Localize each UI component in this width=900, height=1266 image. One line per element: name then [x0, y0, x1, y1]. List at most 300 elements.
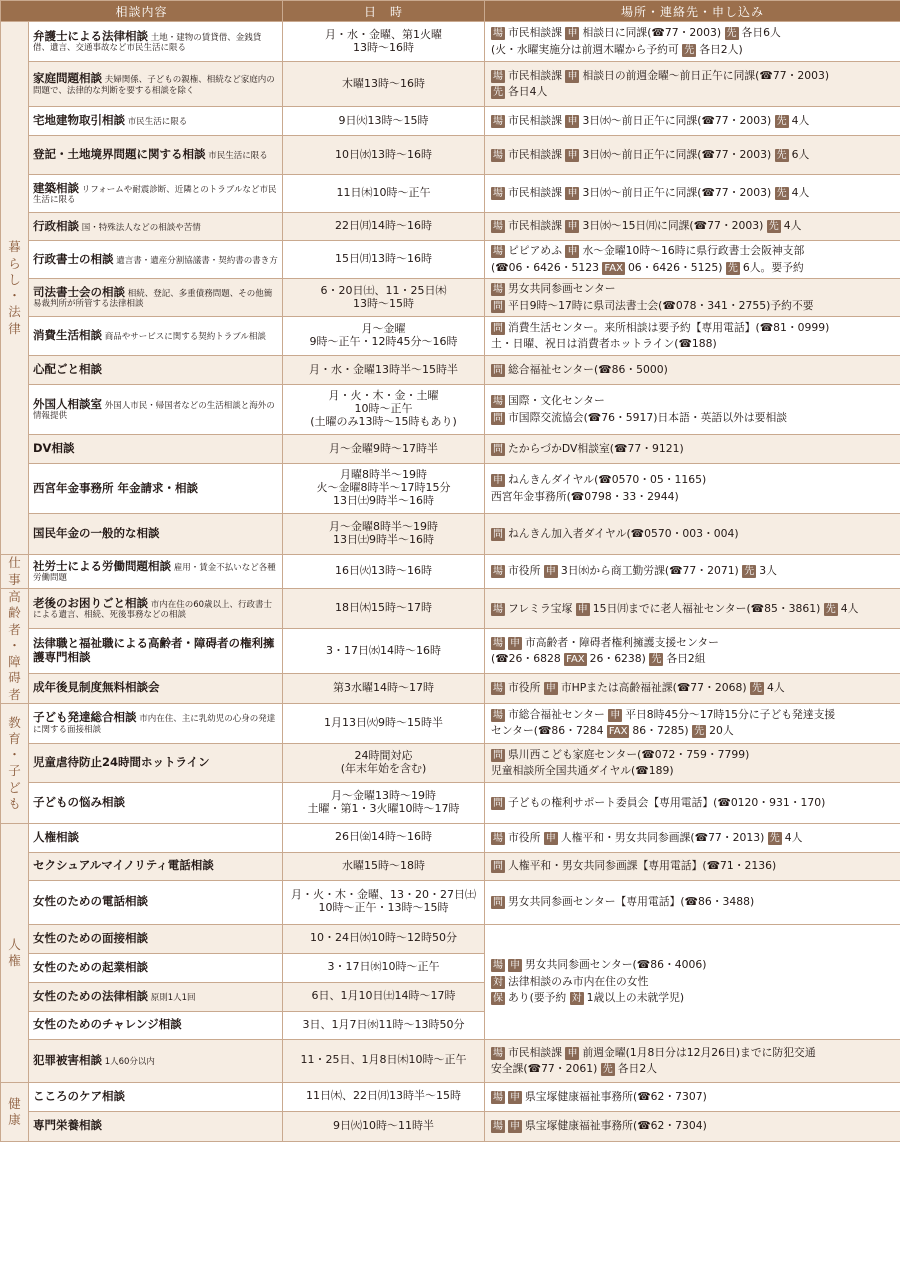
first-come-mark: 先 [776, 188, 787, 200]
consultation-title: 西宮年金事務所 年金請求・相談 [33, 480, 199, 495]
place-line [491, 320, 894, 336]
datetime-line: 26日㈮14時〜16時 [335, 830, 433, 844]
consultation-name-cell [29, 22, 283, 62]
place-mark: 場 [493, 1047, 504, 1059]
place-text: 市民相談課 [508, 219, 566, 233]
consultation-name-cell [29, 1039, 283, 1082]
consultation-name-cell [29, 924, 283, 953]
place-mark: 場 [493, 1091, 504, 1103]
place-text: 市役所 [508, 564, 544, 578]
place-text: ねんきんダイヤル(☎0570・05・1165) [508, 473, 707, 487]
place-text: 総合福祉センター(☎86・5000) [508, 362, 668, 376]
consultation-title: 人権相談 [33, 829, 79, 844]
consultation-name-cell [29, 175, 283, 213]
place-text: 3日㈬〜15日㈪に同課(☎77・2003) [582, 219, 767, 233]
category-char: 教 [8, 714, 21, 730]
apply-mark: 申 [510, 1091, 521, 1103]
datetime-cell [283, 356, 485, 385]
consultation-title: 司法書士会の相談 [33, 284, 125, 299]
table-row [1, 703, 900, 743]
datetime-cell [283, 555, 485, 589]
fax-mark: FAX [566, 654, 585, 666]
consultation-description: 国・特殊法人などの相談や苦情 [81, 222, 201, 233]
place-text: 水〜金曜10時〜16時に県行政書士会阪神支部 [582, 244, 805, 258]
apply-mark: 申 [567, 70, 578, 82]
first-come-mark: 先 [694, 726, 705, 738]
fax-mark: FAX [604, 262, 623, 274]
consultation-title: 子ども発達総合相談 [33, 710, 137, 725]
category-char: 仕 [8, 555, 21, 571]
place-line [491, 680, 894, 696]
place-text: 平日8時45分〜17時15分に子ども発達支援 [625, 708, 836, 722]
datetime-cell [283, 385, 485, 435]
place-contact-cell [485, 924, 900, 1039]
place-line [491, 441, 894, 457]
category-char: 子 [8, 763, 21, 779]
place-text: 市民相談課 [508, 113, 566, 127]
inquiry-mark: 問 [493, 797, 504, 809]
table-row [1, 673, 900, 703]
datetime-line: 木曜13時〜16時 [342, 76, 426, 90]
apply-mark: 申 [567, 115, 578, 127]
datetime-cell [283, 22, 485, 62]
datetime-cell [283, 241, 485, 279]
place-text: 西宮年金事務所(☎0798・33・2944) [491, 489, 679, 503]
place-line [491, 410, 894, 426]
category-char: ど [8, 779, 21, 795]
place-text: 相談日の前週金曜〜前日正午に同課(☎77・2003) [582, 68, 830, 82]
consultation-name-cell [29, 62, 283, 107]
consultation-name-cell [29, 880, 283, 924]
consultation-description: 市民生活に限る [127, 117, 188, 128]
datetime-line: 9日㈫10時〜11時半 [333, 1118, 435, 1132]
place-contact-cell [485, 356, 900, 385]
consultation-name-cell [29, 213, 283, 241]
first-come-mark: 先 [727, 262, 738, 274]
consultation-name-cell [29, 1082, 283, 1111]
place-text: 国際・文化センター [508, 394, 605, 408]
place-text: 3日㈬〜前日正午に同課(☎77・2003) [582, 147, 775, 161]
consultation-title: 老後のお困りごと相談 [33, 595, 148, 610]
datetime-line: 11日㈭、22日㈪13時半〜15時 [306, 1089, 462, 1103]
datetime-line: 3・17日㈬14時〜16時 [326, 643, 442, 657]
place-contact-cell [485, 279, 900, 317]
datetime-line: 10・24日㈬10時〜12時50分 [310, 931, 458, 945]
target-mark: 対 [571, 992, 582, 1004]
place-text: (☎26・6828 [491, 652, 565, 666]
place-line [491, 489, 894, 505]
category-cell [1, 703, 29, 823]
place-text: 26・6238) [589, 652, 650, 666]
place-line [491, 147, 894, 163]
datetime-cell [283, 279, 485, 317]
table-row [1, 435, 900, 464]
consultation-name-cell [29, 743, 283, 782]
datetime-cell [283, 629, 485, 673]
datetime-line: 9日㈫13時〜15時 [338, 113, 429, 127]
place-text: 市民相談課 [508, 68, 566, 82]
datetime-line: 10時〜正午 [354, 402, 413, 416]
category-char: 高 [8, 589, 21, 604]
first-come-mark: 先 [768, 221, 779, 233]
place-line [491, 635, 894, 651]
datetime-line: 13日㈯9時半〜16時 [333, 493, 435, 507]
consultation-name-cell [29, 782, 283, 823]
place-text: 市民相談課 [508, 147, 566, 161]
table-row [1, 385, 900, 435]
datetime-line: 3・17日㈬10時〜正午 [327, 960, 440, 974]
place-contact-cell [485, 241, 900, 279]
category-char: 者 [8, 686, 21, 702]
place-contact-cell [485, 589, 900, 629]
table-row [1, 1111, 900, 1141]
datetime-cell [283, 823, 485, 852]
place-text: センター(☎86・7284 [491, 724, 607, 738]
datetime-cell [283, 62, 485, 107]
place-contact-cell [485, 22, 900, 62]
category-cell [1, 22, 29, 555]
table-row [1, 22, 900, 62]
datetime-line: 24時間対応 [354, 748, 413, 762]
datetime-cell [283, 464, 485, 514]
consultation-name-cell [29, 1111, 283, 1141]
first-come-mark: 先 [776, 115, 787, 127]
place-text: 安全課(☎77・2061) [491, 1061, 601, 1075]
place-mark: 場 [493, 960, 504, 972]
place-contact-cell [485, 782, 900, 823]
apply-mark: 申 [567, 246, 578, 258]
apply-mark: 申 [577, 603, 588, 615]
category-char: 齢 [8, 605, 21, 621]
place-mark: 場 [493, 115, 504, 127]
table-row [1, 175, 900, 213]
apply-mark: 申 [567, 28, 578, 40]
category-char: 権 [8, 952, 21, 968]
table-row [1, 136, 900, 175]
datetime-cell [283, 743, 485, 782]
consultation-title: 登記・土地境界問題に関する相談 [33, 147, 206, 162]
datetime-line: 月〜金曜13時〜19時 [331, 788, 437, 802]
place-text: ねんきん加入者ダイヤル(☎0570・003・004) [508, 526, 739, 540]
place-text: フレミラ宝塚 [508, 601, 576, 615]
table-row [1, 62, 900, 107]
first-come-mark: 先 [776, 149, 787, 161]
datetime-line: 13日㈯9時半〜16時 [333, 533, 435, 546]
table-row [1, 823, 900, 852]
datetime-line: 6日、1月10日㈯14時〜17時 [311, 989, 456, 1003]
consultation-description: 遺言書・遺産分割協議書・契約書の書き方 [116, 255, 278, 266]
consultation-title: 女性のための法律相談 [33, 988, 148, 1003]
place-text: 6人 [791, 147, 810, 161]
place-line [491, 260, 894, 276]
place-line [491, 601, 894, 617]
place-text: 4人 [791, 113, 810, 127]
category-char: 康 [8, 1111, 21, 1127]
table-row [1, 107, 900, 136]
category-char: 碍 [8, 670, 21, 686]
consultation-title: 犯罪被害相談 [33, 1052, 102, 1067]
consultation-name-cell [29, 673, 283, 703]
consultation-title: 女性のための電話相談 [33, 894, 148, 909]
place-text: 4人 [766, 681, 785, 695]
consultation-description: 市内在住、主に乳幼児の心身の発達に関する面接相談 [33, 714, 276, 736]
datetime-cell [283, 1011, 485, 1039]
place-text: 市国際交流協会(☎76・5917)日本語・英語以外は要相談 [508, 410, 788, 424]
place-text: 86・7285) [632, 724, 693, 738]
place-line [491, 1061, 894, 1077]
place-contact-cell [485, 435, 900, 464]
place-text: 各日6人 [741, 26, 781, 40]
category-char: 律 [8, 320, 21, 336]
consultation-name-cell [29, 982, 283, 1011]
consultation-name-cell [29, 241, 283, 279]
table-row [1, 743, 900, 782]
place-contact-cell [485, 852, 900, 880]
place-text: 3日㈬から商工勤労課(☎77・2071) [560, 564, 743, 578]
place-mark: 場 [493, 683, 504, 695]
datetime-line: 月・水・金曜、第1火曜 [325, 27, 443, 41]
place-text: 前週金曜(1月8日分は12月26日)までに防犯交通 [582, 1045, 816, 1059]
datetime-cell [283, 175, 485, 213]
place-line [491, 281, 894, 297]
datetime-line: 月・火・木・金・土曜 [328, 389, 439, 403]
place-contact-cell [485, 823, 900, 852]
place-line [491, 563, 894, 579]
consultation-title: 社労士による労働問題相談 [33, 558, 171, 573]
datetime-cell [283, 317, 485, 356]
datetime-cell [283, 880, 485, 924]
place-text: 子どもの権利サポート委員会【専用電話】(☎0120・931・170) [508, 795, 826, 809]
place-line [491, 68, 894, 84]
place-mark: 場 [493, 566, 504, 578]
consultation-name-cell [29, 136, 283, 175]
place-text: ピピアめふ [508, 244, 566, 258]
place-text: 4人 [791, 186, 810, 200]
place-contact-cell [485, 464, 900, 514]
category-char: ・ [8, 288, 21, 303]
consultation-title: 心配ごと相談 [33, 362, 102, 377]
datetime-cell [283, 107, 485, 136]
place-contact-cell [485, 673, 900, 703]
consultation-name-cell [29, 356, 283, 385]
apply-mark: 申 [567, 221, 578, 233]
place-contact-cell [485, 62, 900, 107]
place-contact-cell [485, 107, 900, 136]
consultation-name-cell [29, 953, 283, 982]
datetime-cell [283, 213, 485, 241]
place-text: 市民相談課 [508, 1045, 566, 1059]
table-row [1, 852, 900, 880]
first-come-mark: 先 [651, 654, 662, 666]
place-text: 平日9時〜17時に県司法書士会(☎078・341・2755)予約不要 [508, 298, 814, 312]
consultation-title: 弁護士による法律相談 [33, 28, 148, 43]
consultation-name-cell [29, 279, 283, 317]
place-text: 市高齢者・障碍者権利擁護支援センター [525, 635, 719, 649]
place-mark: 場 [493, 396, 504, 408]
apply-mark: 申 [510, 637, 521, 649]
consultation-description: 1人60分以内 [104, 1056, 155, 1067]
place-line [491, 526, 894, 542]
datetime-cell [283, 852, 485, 880]
place-line [491, 362, 894, 378]
datetime-line: 16日㈫13時〜16時 [335, 564, 433, 578]
consultation-name-cell [29, 435, 283, 464]
place-text: 各日2人 [617, 1061, 657, 1075]
consultation-title: 法律職と福祉職による高齢者・障碍者の権利擁護専門相談 [33, 636, 275, 665]
inquiry-mark: 問 [493, 412, 504, 424]
table-row [1, 555, 900, 589]
place-line [491, 42, 894, 58]
place-line [491, 723, 894, 739]
place-contact-cell [485, 136, 900, 175]
place-line [491, 830, 894, 846]
place-line [491, 1089, 894, 1105]
place-contact-cell [485, 629, 900, 673]
place-contact-cell [485, 743, 900, 782]
category-char: 法 [8, 304, 21, 320]
consultation-title: DV相談 [33, 441, 75, 456]
place-text: 男女共同参画センター [508, 282, 616, 296]
consultation-name-cell [29, 589, 283, 629]
datetime-line: 水曜15時〜18時 [342, 858, 426, 872]
consultation-title: 宅地建物取引相談 [33, 113, 125, 128]
place-line [491, 25, 894, 41]
place-line [491, 218, 894, 234]
place-text: 各日4人 [508, 85, 548, 98]
table-row [1, 464, 900, 514]
place-line [491, 243, 894, 259]
inquiry-mark: 問 [493, 528, 504, 540]
table-row [1, 1039, 900, 1082]
fax-mark: FAX [608, 726, 628, 738]
consultation-title: セクシュアルマイノリティ電話相談 [33, 858, 214, 873]
datetime-cell [283, 589, 485, 629]
table-row [1, 1082, 900, 1111]
datetime-line: 月・火・木・金曜、13・20・27日㈯ [291, 888, 477, 902]
table-row [1, 241, 900, 279]
apply-mark: 申 [567, 188, 578, 200]
datetime-cell [283, 982, 485, 1011]
place-text: 県宝塚健康福祉事務所(☎62・7307) [525, 1089, 707, 1103]
category-cell [1, 589, 29, 704]
place-text: たからづかDV相談室(☎77・9121) [508, 441, 684, 455]
apply-mark: 申 [493, 475, 504, 487]
place-text: 4人 [783, 219, 802, 233]
inquiry-mark: 問 [493, 322, 504, 334]
datetime-cell [283, 1111, 485, 1141]
place-mark: 場 [493, 28, 504, 40]
place-mark: 場 [493, 284, 504, 296]
first-come-mark: 先 [493, 87, 504, 98]
place-text: 土・日曜、祝日は消費者ホットライン(☎188) [491, 337, 717, 350]
datetime-line: 月〜金曜 [361, 322, 406, 336]
datetime-line: 土曜・第1・3火曜10時〜17時 [307, 801, 460, 815]
datetime-line: 9時〜正午・12時45分〜16時 [309, 335, 458, 348]
category-char: ・ [8, 637, 21, 653]
first-come-mark: 先 [751, 683, 762, 695]
place-text: 06・6426・5125) [627, 260, 726, 274]
category-char: ・ [8, 747, 21, 762]
datetime-line: 11日㈭10時〜正午 [336, 186, 431, 200]
table-row [1, 629, 900, 673]
datetime-cell [283, 953, 485, 982]
place-line [491, 393, 894, 409]
consultation-title: 専門栄養相談 [33, 1118, 102, 1133]
childcare-mark: 保 [493, 992, 504, 1004]
apply-mark: 申 [510, 960, 521, 972]
datetime-line: 13時〜16時 [353, 40, 415, 54]
table-row [1, 782, 900, 823]
first-come-mark: 先 [602, 1063, 613, 1075]
place-text: (火・水曜実施分は前週木曜から予約可 [491, 42, 683, 56]
category-char: 人 [8, 936, 21, 952]
place-text: 各日2組 [666, 652, 706, 666]
place-text: 6人。要予約 [742, 260, 804, 274]
consultation-title: 行政書士の相談 [33, 251, 114, 266]
place-text: 県宝塚健康福祉事務所(☎62・7304) [525, 1119, 707, 1133]
place-line [491, 747, 894, 763]
place-mark: 場 [493, 637, 504, 649]
inquiry-mark: 問 [493, 443, 504, 455]
datetime-line: (土曜のみ13時〜15時もあり) [310, 414, 457, 428]
place-contact-cell [485, 1111, 900, 1141]
consultation-description: リフォームや耐震診断、近隣とのトラブルなど市民生活に限る [33, 184, 277, 206]
table-row [1, 279, 900, 317]
place-line [491, 858, 894, 874]
place-line [491, 707, 894, 723]
apply-mark: 申 [610, 710, 621, 722]
datetime-line: 1月13日㈫9時〜15時半 [324, 715, 444, 729]
place-text: 市民相談課 [508, 26, 566, 40]
place-contact-cell [485, 317, 900, 356]
inquiry-mark: 問 [493, 749, 504, 761]
consultation-description: 土地・建物の賃貸借、金銭貸借、遺言、交通事故など市民生活に限る [33, 32, 262, 54]
place-line [491, 974, 894, 990]
place-text: 市民相談課 [508, 186, 566, 200]
place-mark: 場 [493, 1121, 504, 1133]
datetime-cell [283, 1039, 485, 1082]
consultation-name-cell [29, 514, 283, 555]
table-row [1, 213, 900, 241]
place-contact-cell [485, 385, 900, 435]
consultation-title: 家庭問題相談 [33, 71, 102, 85]
apply-mark: 申 [545, 683, 556, 695]
category-cell [1, 1082, 29, 1141]
consultation-title: 消費生活相談 [33, 328, 102, 343]
place-text: 市総合福祉センター [508, 708, 609, 722]
category-char: 者 [8, 621, 21, 637]
consultation-title: 子どもの悩み相談 [33, 794, 125, 809]
place-text: 県川西こども家庭センター(☎072・759・7799) [508, 747, 750, 761]
category-char: 健 [8, 1095, 21, 1111]
table-row [1, 356, 900, 385]
table-row [1, 924, 900, 953]
consultation-description: 夫婦関係、子どもの親権、相続など家庭内の問題で、法律的な判断を要する相談を除く [33, 75, 275, 96]
apply-mark: 申 [567, 1047, 578, 1059]
place-line [491, 894, 894, 910]
first-come-mark: 先 [769, 832, 780, 844]
consultation-name-cell [29, 703, 283, 743]
first-come-mark: 先 [825, 603, 836, 615]
category-char: 障 [8, 654, 21, 669]
place-text: 市HPまたは高齢福祉課(☎77・2068) [560, 681, 750, 695]
consultation-description: 原則1人1回 [150, 992, 196, 1003]
place-line [491, 1045, 894, 1061]
datetime-line: 月・水・金曜13時半〜15時半 [309, 362, 459, 376]
datetime-line: 月曜8時半〜19時 [340, 468, 428, 482]
datetime-line: 13時〜15時 [353, 296, 415, 310]
datetime-line: 月〜金曜8時半〜19時 [329, 520, 439, 534]
